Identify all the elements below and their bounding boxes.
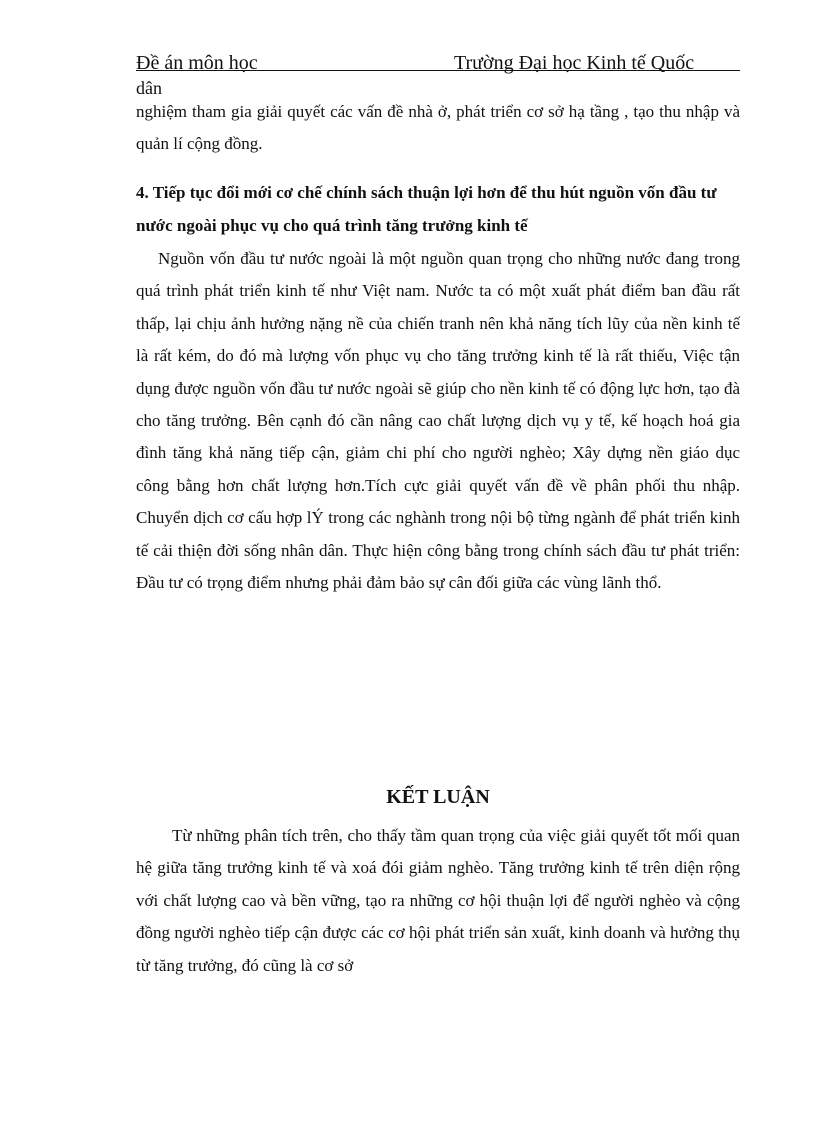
paragraph-conclusion: Từ những phân tích trên, cho thấy tầm quan trọng của việc giải quyết tốt mối quan hệ giữa tăng trưởng kinh tế và xoá đói giảm nghèo. Tăng trưởng kinh tế trên diện rộng với chất lượng cao và bền vững, tạo ra những cơ hội thuận lợi để người nghèo và cộng đồng người nghèo tiếp cận được các cơ hội phát triển sản xuất, kinh doanh và hưởng thụ từ tăng trưởng, đó cũng là cơ sở (136, 826, 740, 975)
paragraph-foreign-investment: Nguồn vốn đầu tư nước ngoài là một nguồn quan trọng cho những nước đang trong quá trình phát triển kinh tế như Việt nam. Nước ta có một xuất phát điểm ban đầu rất thấp, lại chịu ảnh hưởng nặng nề của chiến tranh nên khả năng tích lũy của nền kinh tế là rất kém, do đó mà lượng vốn phục vụ cho tăng trưởng kinh tế là rất thiếu, Việc tận dụng được nguồn vốn đầu tư nước ngoài sẽ giúp cho nền kinh tế có động lực hơn, tạo đà cho tăng trưởng. Bên cạnh đó cần nâng cao chất lượng dịch vụ y tế, kế hoạch hoá gia đình tăng khả năng tiếp cận, giảm chi phí cho người nghèo; Xây dựng nền giáo dục công bằng hơn chất lượng hơn.Tích cực giải quyết vấn đề về phân phối thu nhập. Chuyển dịch cơ cấu hợp lÝ trong các nghành trong nội bộ từng ngành để phát triển kinh tế cải thiện đời sống nhân dân. Thực hiện công bằng trong chính sách đầu tư phát triển: Đầu tư có trọng điểm nhưng phải đảm bảo sự cân đối giữa các vùng lãnh thổ. (136, 249, 740, 593)
header-underline (136, 70, 740, 71)
page-header (136, 50, 740, 76)
conclusion-title: KẾT LUẬN (386, 786, 490, 808)
header-course-label: Đề án môn học (136, 52, 258, 74)
header-continuation: dân (136, 78, 162, 98)
header-university-name: Trường Đại học Kinh tế Quốc (454, 52, 695, 74)
paragraph-continued: nghiệm tham gia giải quyết các vấn đề nhà ở, phát triển cơ sở hạ tầng , tạo thu nhập và quản lí cộng đồng. (136, 102, 740, 154)
section-heading: 4. Tiếp tục đổi mới cơ chế chính sách thuận lợi hơn để thu hút nguồn vốn đầu tư nước ngoài phục vụ cho quá trình tăng trưởng kinh tế (136, 183, 717, 235)
